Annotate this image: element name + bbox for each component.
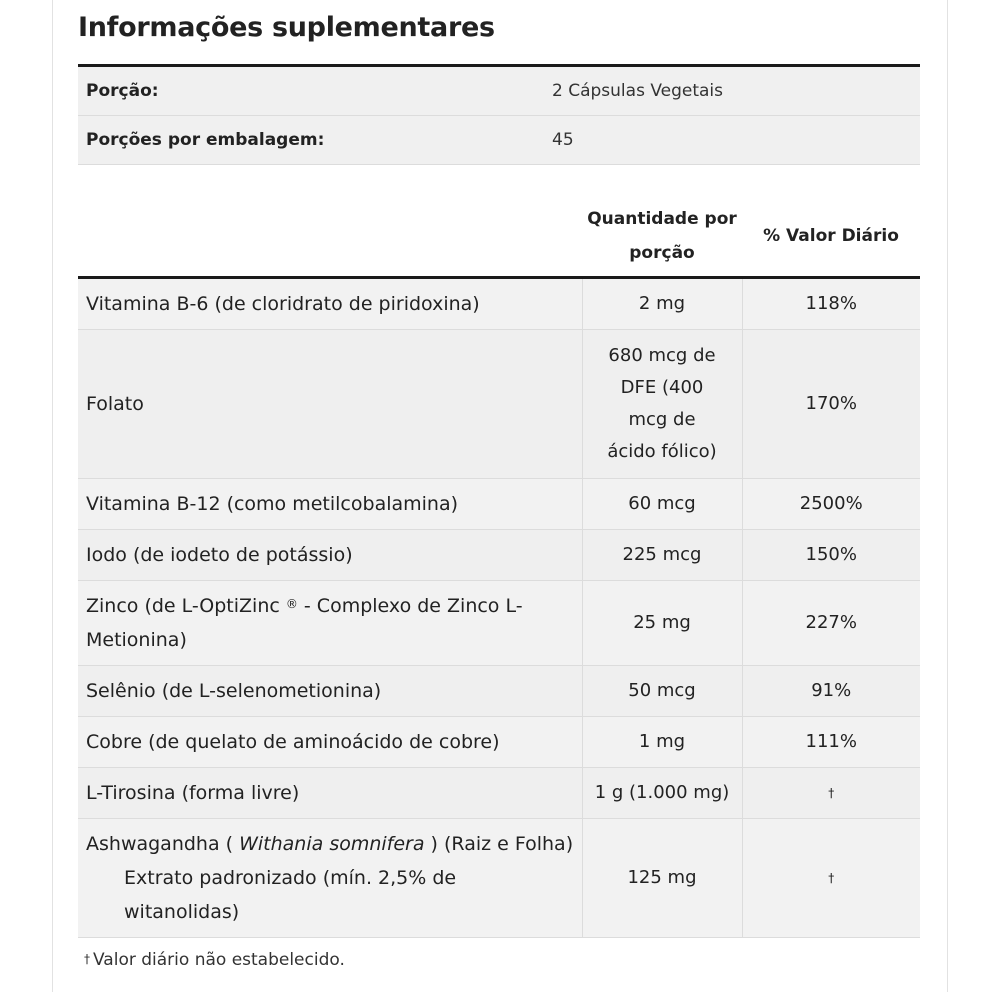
nutrient-row-ashwagandha <box>78 819 920 938</box>
servings-per-container-label: Porções por embalagem: <box>78 116 544 165</box>
nutrient-name-part: Zinco (de L-OptiZinc <box>86 595 280 617</box>
nutrient-name: L-Tirosina (forma livre) <box>78 768 582 819</box>
nutrients-table <box>78 196 920 938</box>
nutrient-row-copper <box>78 717 920 768</box>
header-daily-value: % Valor Diário <box>742 196 920 278</box>
serving-size-label: Porção: <box>78 66 544 116</box>
nutrient-daily-value: 118% <box>742 278 920 330</box>
nutrient-daily-value: 111% <box>742 717 920 768</box>
nutrient-amount: 125 mg <box>582 819 742 938</box>
nutrient-row-vitamin-b12 <box>78 479 920 530</box>
nutrient-sub-description: Extrato padronizado (mín. 2,5% de witanolidas) <box>124 867 457 923</box>
nutrient-row-vitamin-b6 <box>78 278 920 330</box>
nutrient-latin-name: Withania somnifera <box>239 833 425 855</box>
nutrient-amount: 50 mcg <box>582 666 742 717</box>
footnote-text: Valor diário não estabelecido. <box>93 950 345 970</box>
page-right-border <box>947 0 948 992</box>
nutrient-row-folate <box>78 330 920 479</box>
serving-row <box>78 66 920 116</box>
footnote <box>84 950 345 970</box>
dagger-mark: † <box>828 871 835 885</box>
nutrient-daily-value: 227% <box>742 581 920 666</box>
nutrient-amount: 60 mcg <box>582 479 742 530</box>
nutrient-daily-value: 91% <box>742 666 920 717</box>
header-name <box>78 196 582 278</box>
nutrient-name-part: ) (Raiz e Folha) <box>424 833 574 855</box>
registered-mark: ® <box>285 597 298 611</box>
nutrient-name: Vitamina B-12 (como metilcobalamina) <box>78 479 582 530</box>
nutrient-daily-value: 150% <box>742 530 920 581</box>
servings-per-container-value: 45 <box>544 116 920 165</box>
dagger-mark: † <box>828 786 835 800</box>
nutrient-amount: 2 mg <box>582 278 742 330</box>
nutrient-amount: 225 mcg <box>582 530 742 581</box>
nutrient-daily-value <box>742 768 920 819</box>
serving-row <box>78 116 920 165</box>
nutrient-name: Cobre (de quelato de aminoácido de cobre) <box>78 717 582 768</box>
nutrient-name-part: Ashwagandha ( <box>86 833 240 855</box>
serving-info-table <box>78 64 920 165</box>
nutrient-amount: 680 mcg de DFE (400 mcg de ácido fólico) <box>582 330 742 479</box>
nutrient-name: Iodo (de iodeto de potássio) <box>78 530 582 581</box>
nutrient-name: Selênio (de L-selenometionina) <box>78 666 582 717</box>
header-amount: Quantidade por porção <box>582 196 742 278</box>
nutrient-daily-value: 2500% <box>742 479 920 530</box>
nutrient-daily-value <box>742 819 920 938</box>
nutrient-amount: 25 mg <box>582 581 742 666</box>
nutrient-row-iodine <box>78 530 920 581</box>
nutrient-row-l-tyrosine <box>78 768 920 819</box>
nutrient-name: Vitamina B-6 (de cloridrato de piridoxina) <box>78 278 582 330</box>
nutrient-name: Folato <box>78 330 582 479</box>
nutrient-row-zinc <box>78 581 920 666</box>
page-left-border <box>52 0 53 992</box>
dagger-mark: † <box>84 952 90 966</box>
nutrients-header-row <box>78 196 920 278</box>
nutrient-amount: 1 g (1.000 mg) <box>582 768 742 819</box>
serving-size-value: 2 Cápsulas Vegetais <box>544 66 920 116</box>
nutrient-amount: 1 mg <box>582 717 742 768</box>
section-title: Informações suplementares <box>78 12 495 43</box>
nutrient-name <box>78 819 582 938</box>
nutrient-name-part: - Complexo de Zinco L-Metionina) <box>86 595 523 651</box>
nutrient-row-selenium <box>78 666 920 717</box>
nutrient-daily-value: 170% <box>742 330 920 479</box>
nutrient-name <box>78 581 582 666</box>
